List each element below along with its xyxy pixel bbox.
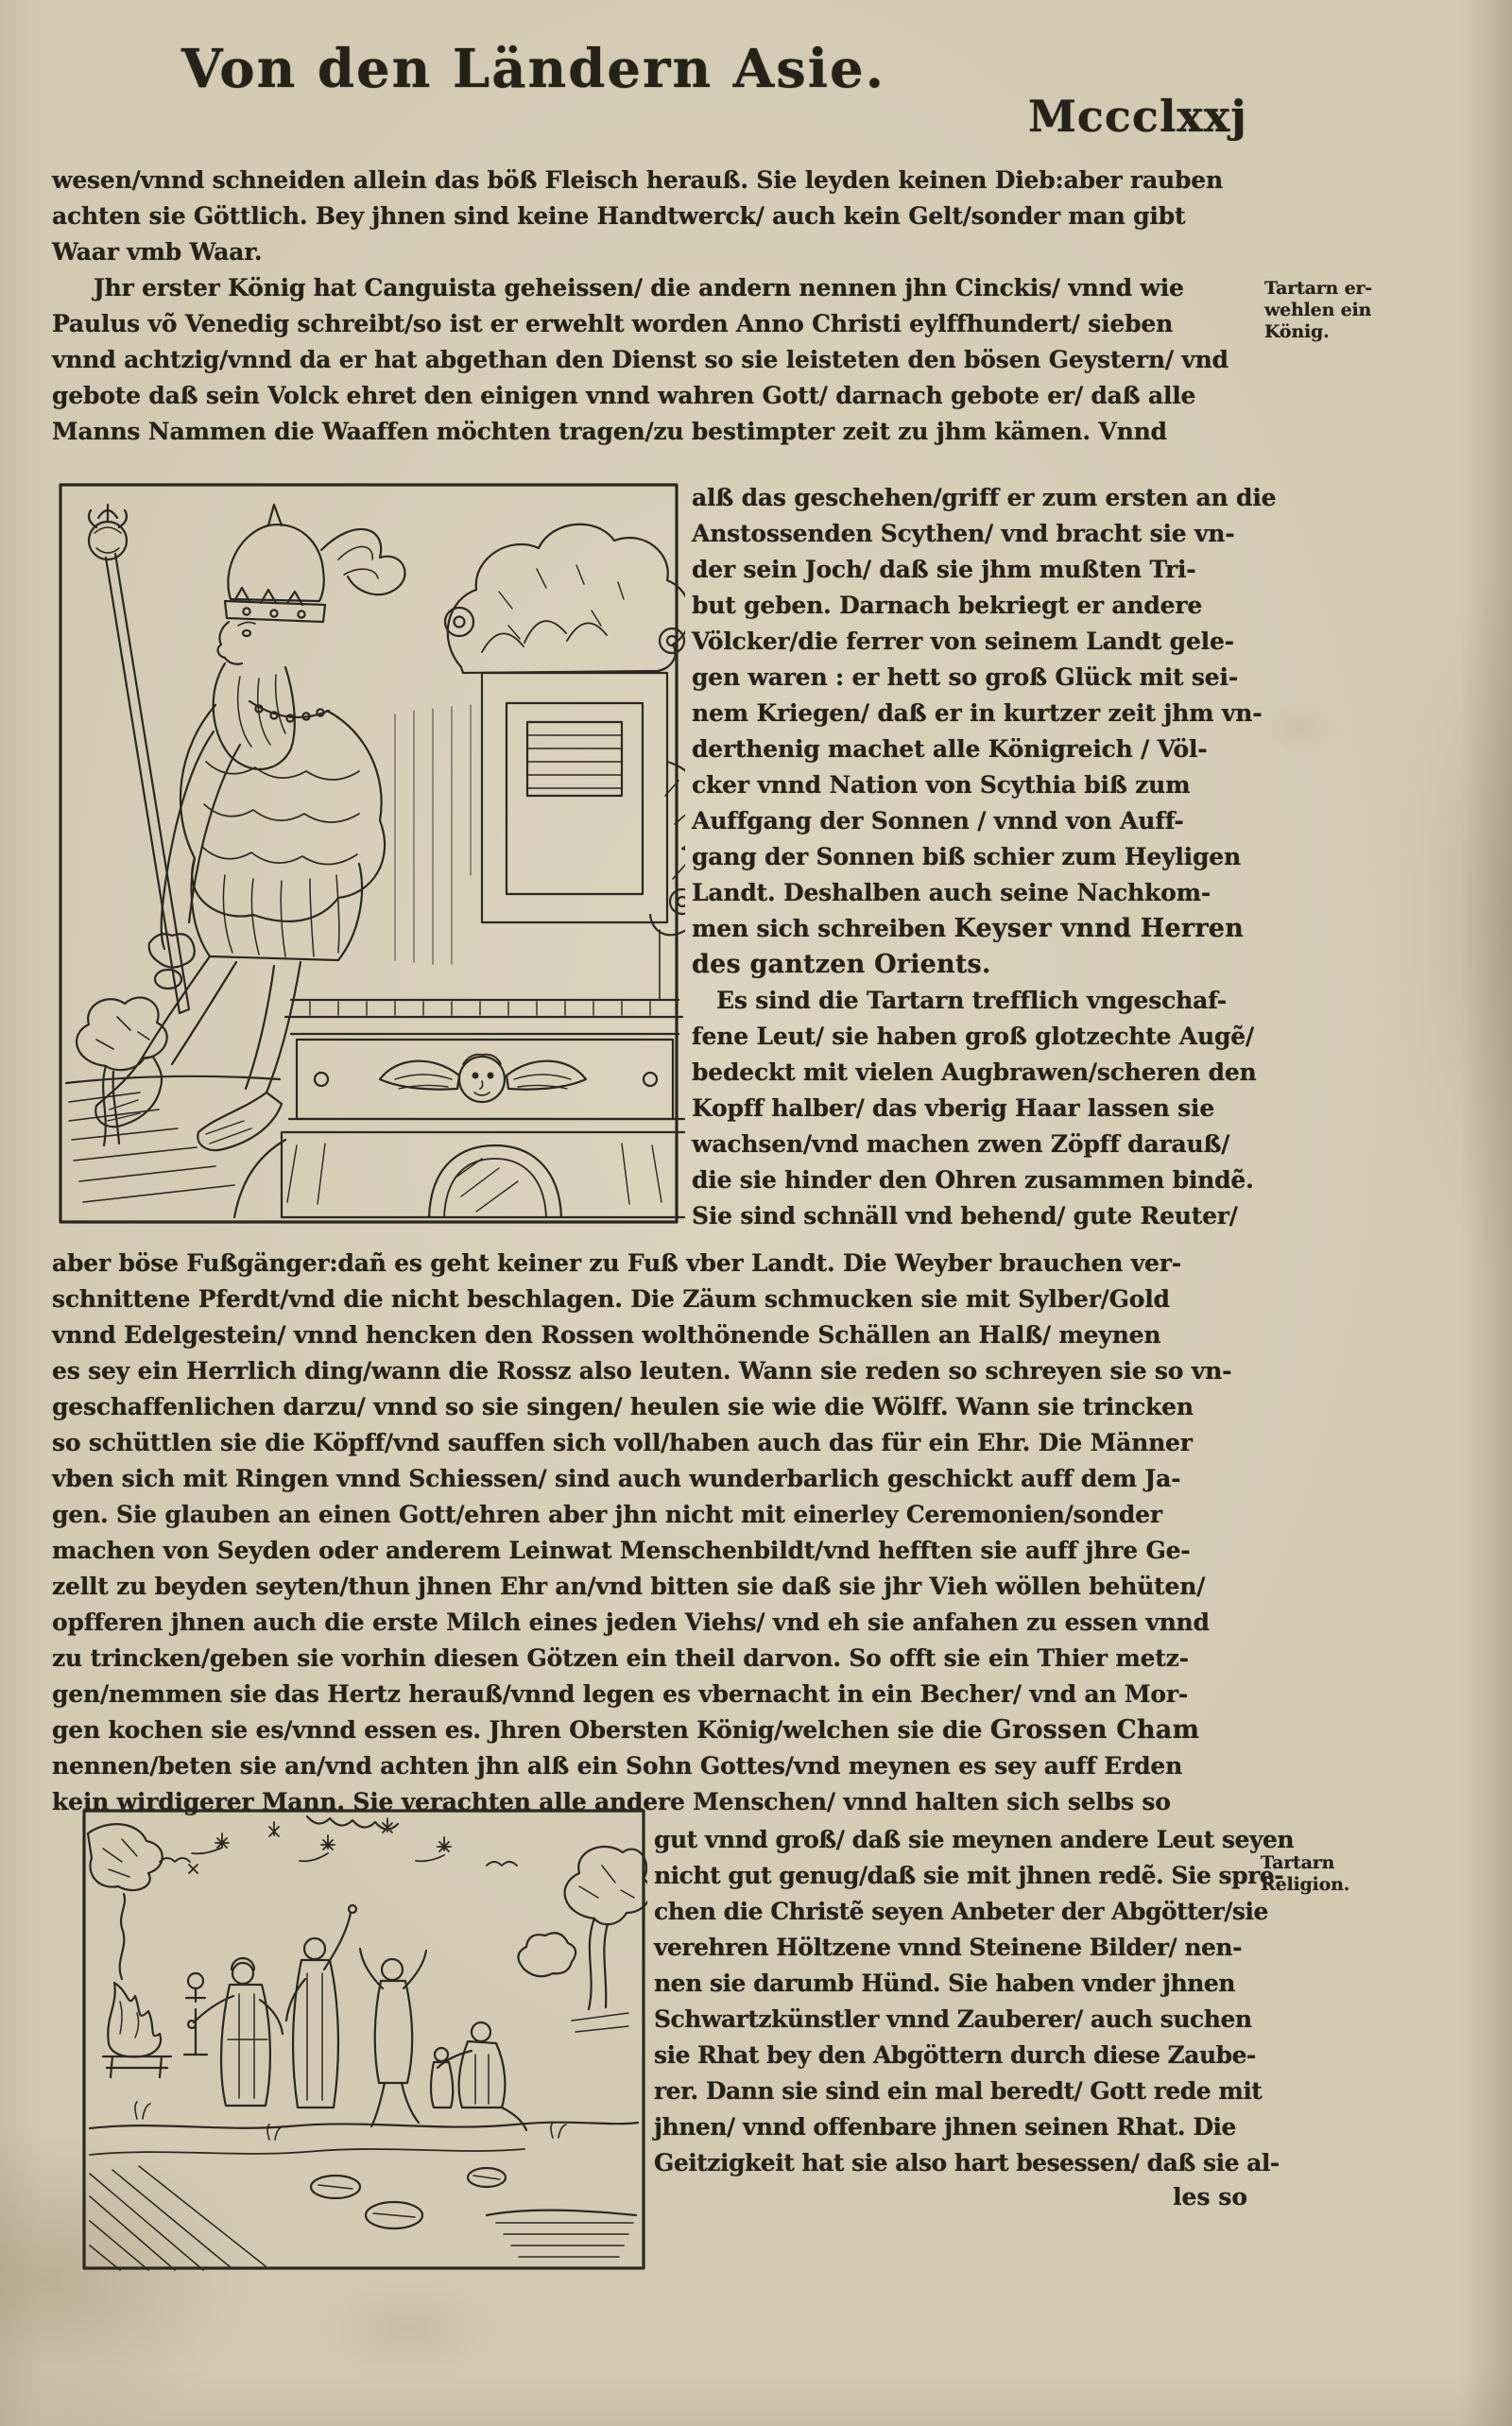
text-line: geschaffenlichen darzu/ vnnd so sie singen/ heulen sie wie die Wölff. Wann sie trincken [52, 1393, 1194, 1420]
text-line: rer. Dann sie sind ein mal beredt/ Gott rede mit [654, 2077, 1263, 2105]
text-line: zu trincken/geben sie vorhin diesen Götzen ein theil darvon. So offt sie ein Thier metz- [52, 1644, 1189, 1672]
margin-note-line: Religion. [1261, 1874, 1350, 1895]
column-right-of-second-woodcut [654, 1822, 1295, 2181]
text-line: alß das geschehen/griff er zum ersten an die [692, 484, 1277, 511]
text-line: but geben. Darnach bekriegt er andere [692, 592, 1203, 619]
text-line: vnnd Edelgestein/ vnnd hencken den Rossen wolthönende Schällen an Halß/ meynen [52, 1321, 1161, 1349]
text-line: gen kochen sie es/vnnd essen es. Jhren Obersten König/welchen sie die Grossen Cham [52, 1715, 1200, 1745]
text-line: verehren Höltzene vnnd Steinene Bilder/ nen- [654, 1934, 1242, 1961]
text-line: bedeckt mit vielen Augbrawen/scheren den [692, 1058, 1257, 1086]
throne [234, 525, 685, 1217]
text-line: die sie hinder den Ohren zusammen bindẽ. [692, 1166, 1254, 1194]
text-line: derthenig machet alle Königreich / Völ- [692, 735, 1208, 763]
foliage [88, 1816, 647, 2032]
text-line: Manns Nammen die Waaffen möchten tragen/zu bestimpter zeit zu jhm kämen. Vnnd [52, 418, 1167, 445]
text-line: gen waren : er hett so groß Glück mit sei- [692, 663, 1238, 691]
landscape-background [66, 997, 280, 1202]
emphasized-line: des gantzen Orients. [692, 950, 991, 979]
tartar-religion-ceremony-woodcut [80, 1807, 647, 2272]
text-line: nicht gut genug/daß sie mit jhnen redẽ. Sie spre- [654, 1862, 1284, 1889]
text-line: gen/nemmen sie das Hertz herauß/vnnd legen es vbernacht in ein Becher/ vnd an Mor- [52, 1680, 1188, 1708]
text-line: Kopff halber/ das vberig Haar lassen sie [692, 1094, 1215, 1122]
text-line: Sie sind schnäll vnd behend/ gute Reuter/ [692, 1202, 1238, 1230]
text-line: machen von Seyden oder anderem Leinwat Menschenbildt/vnd hefften sie auff jhre Ge- [52, 1537, 1191, 1564]
text-line: gen. Sie glauben an einen Gott/ehren aber jhn nicht mit einerley Ceremonien/sonder [52, 1501, 1162, 1528]
margin-note-line: Tartarn [1261, 1852, 1335, 1873]
column-right-of-woodcut [692, 480, 1277, 1234]
rocky-ground [90, 2102, 638, 2270]
margin-note-line: wehlen ein [1264, 300, 1372, 320]
text-line: schnittene Pferdt/vnd die nicht beschlagen. Die Zäum schmucken sie mit Sylber/Gold [52, 1285, 1170, 1313]
text-line: so schüttlen sie die Köpff/vnd sauffen sich voll/haben auch das für ein Ehr. Die Männer [52, 1429, 1193, 1456]
text-line: Auffgang der Sonnen / vnnd von Auff- [692, 807, 1184, 834]
text-line: Waar vmb Waar. [52, 238, 263, 266]
text-line: nen sie darumb Hünd. Sie haben vnder jhnen [654, 1970, 1235, 1997]
text-line: cker vnnd Nation von Scythia biß zum [692, 771, 1191, 799]
fire-and-idols [103, 1894, 207, 2077]
text-line: achten sie Göttlich. Bey jhnen sind keine Handtwerck/ auch kein Gelt/sonder man gibt [52, 202, 1186, 230]
text-line: nem Kriegen/ daß er in kurtzer zeit jhm vn- [692, 699, 1263, 727]
text-line: Jhr erster König hat Canguista geheissen/ die andern nennen jhn Cinckis/ vnnd wie [94, 274, 1184, 301]
emphasized-phrase: Grossen Cham [989, 1715, 1200, 1745]
text-line: Völcker/die ferrer von seinem Landt gele- [692, 628, 1234, 655]
text-line: vben sich mit Ringen vnnd Schiessen/ sind auch wunderbarlich geschickt auff dem Ja- [52, 1465, 1181, 1492]
text-line: vnnd achtzig/vnnd da er hat abgethan den Dienst so sie leisteten den bösen Geystern/ vnd [52, 346, 1228, 373]
text-line: nennen/beten sie an/vnd achten jhn alß ein Sohn Gottes/vnd meynen es sey auff Erden [52, 1752, 1183, 1780]
text-line: Es sind die Tartarn trefflich vngeschaf- [716, 987, 1227, 1014]
catchword: les so [1173, 2183, 1247, 2211]
text-line: zellt zu beyden seyten/thun jhnen Ehr an/vnd bitten sie daß sie jhr Vieh wöllen behüten/ [52, 1573, 1206, 1600]
text-line: wesen/vnnd schneiden allein das böß Fleisch herauß. Sie leyden keinen Dieb:aber rauben [52, 166, 1223, 194]
paragraph-2 [52, 270, 1252, 450]
page-title: Von den Ländern Asie. [181, 38, 886, 100]
text-line: gang der Sonnen biß schier zum Heyligen [692, 843, 1241, 870]
text-line: kein wirdigerer Mann. Sie verachten alle andere Menschen/ vnnd halten sich selbs so [52, 1788, 1171, 1815]
middle-paragraph-block [52, 1246, 1252, 1820]
text-line: Landt. Deshalben auch seine Nachkom- [692, 879, 1211, 906]
text-line: Paulus võ Venedig schreibt/so ist er erwehlt worden Anno Christi eylffhundert/ sieben [52, 310, 1174, 337]
text-line: fene Leut/ sie haben groß glotzechte Augẽ/ [692, 1023, 1254, 1050]
margin-note-line: Tartarn er- [1264, 278, 1372, 299]
sky-spirits [160, 1818, 517, 1873]
paragraph-1 [52, 163, 1252, 270]
emphasized-phrase: Keyser vnnd Herren [954, 914, 1244, 943]
text-line: es sey ein Herrlich ding/wann die Rossz also leuten. Wann sie reden so schreyen sie so vn- [52, 1357, 1232, 1385]
margin-note-tartars-elect-king [1264, 278, 1416, 343]
text-line: gebote daß sein Volck ehret den einigen vnnd wahren Gott/ darnach gebote er/ daß alle [52, 382, 1196, 409]
text-line: opfferen jhnen auch die erste Milch eines jeden Viehs/ vnd eh sie anfahen zu essen vnnd [52, 1609, 1210, 1636]
text-line: aber böse Fußgänger:dañ es geht keiner zu Fuß vber Landt. Die Weyber brauchen ver- [52, 1249, 1181, 1277]
text-line: gut vnnd groß/ daß sie meynen andere Leut seyen [654, 1826, 1295, 1853]
woodcut-frame [84, 1811, 644, 2268]
text-line: jhnen/ vnnd offenbare jhnen seinen Rhat. Die [654, 2113, 1236, 2141]
folio-number: Mccclxxj [1028, 91, 1247, 142]
text-line: Schwartzkünstler vnnd Zauberer/ auch suchen [654, 2005, 1252, 2033]
enthroned-tartar-king-woodcut [55, 478, 685, 1229]
margin-note-tartar-religion [1261, 1852, 1412, 1896]
ceremony-figures [188, 1905, 526, 2130]
text-line: chen die Christẽ seyen Anbeter der Abgötter/sie [654, 1898, 1268, 1925]
text-line: Geitzigkeit hat sie also hart besessen/ daß sie al- [654, 2149, 1280, 2177]
text-line: men sich schreiben Keyser vnnd Herren [692, 914, 1244, 943]
text-line: sie Rhat bey den Abgöttern durch diese Zaube- [654, 2041, 1256, 2069]
text-line: Anstossenden Scythen/ vnd bracht sie vn- [692, 520, 1235, 547]
text-line: wachsen/vnd machen zwen Zöpff darauß/ [692, 1130, 1230, 1158]
text-line: der sein Joch/ daß sie jhm mußten Tri- [692, 556, 1196, 583]
margin-note-line: König. [1264, 321, 1330, 342]
tartar-king-figure [89, 505, 471, 1150]
